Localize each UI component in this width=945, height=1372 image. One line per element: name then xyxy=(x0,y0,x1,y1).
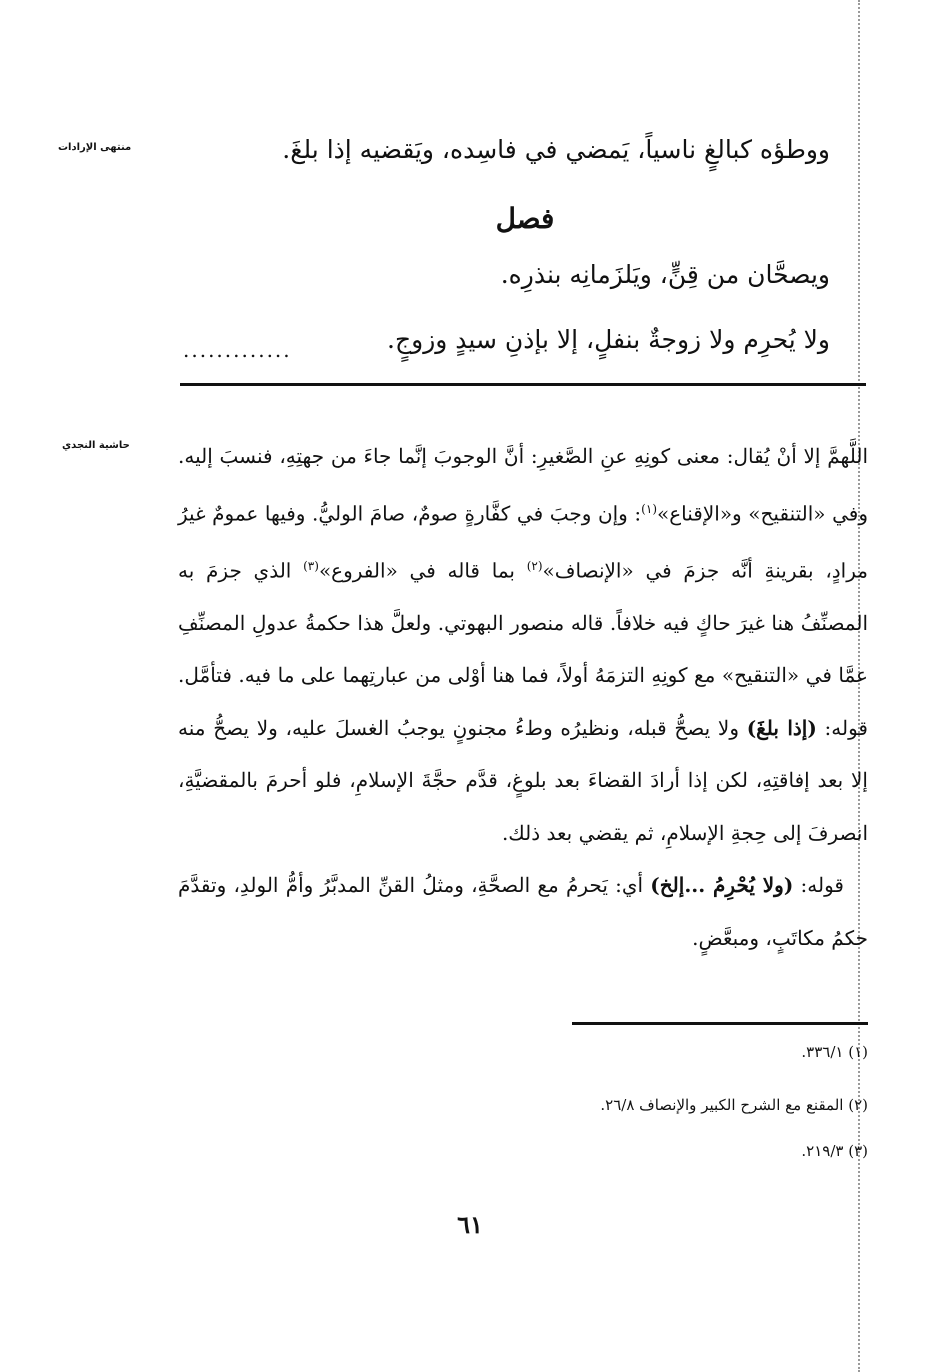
footnote-ref-3: (٣) xyxy=(303,558,319,573)
footnote-1: (١) ٣٣٦/١. xyxy=(801,1043,868,1061)
commentary-text: بما قاله في «الفروع» xyxy=(318,558,527,583)
commentary-text: الذي جزمَ به المصنِّفُ هنا غيرَ حاكٍ فيه خلافاً. قاله منصور البهوتي. ولعلَّ هذا حكمةُ عدولِ المصنِّفِ عمَّا في «التنقيح» مع كونِهِ التزمَهُ أولاً، فما هنا أوْلى من عبارتِهما على ما فيه. فتأمَّل. قوله: xyxy=(178,558,868,740)
commentary-text: ولا يصحُّ قبله، ونظيرُه وطءُ مجنونٍ يوجبُ الغسلَ عليه، ولا يصحُّ منه إلا بعد إفاقتِهِ، لكن إذا أرادَ القضاءَ بعد بلوغٍ، قدَّم حجَّةَ الإسلامِ، فلو أحرمَ بالمقضيَّةِ، انصرفَ إلى حِجةِ الإسلامِ، ثم يقضي بعد ذلك. xyxy=(178,715,868,845)
footnote-divider xyxy=(572,1022,868,1025)
footnote-ref-1: (١) xyxy=(641,501,657,516)
continuation-dots: ............. xyxy=(183,338,292,362)
side-label-hashiya: حاشية النجدي xyxy=(62,440,130,451)
matn-line-3: ولا يُحرِم ولا زوجةٌ بنفلٍ، إلا بإذنِ سيدٍ وزوجٍ. xyxy=(387,325,830,354)
side-label-muntaha: منتهى الإرادات xyxy=(58,142,132,153)
quoted-matn-phrase: (إذا بلغَ) xyxy=(746,715,817,740)
matn-sharh-divider xyxy=(180,383,866,386)
commentary-text: اللَّهمَّ إلا أنْ يُقال: معنى كونِهِ عنِ الصَّغيرِ: أنَّ الوجوبَ إنَّما جاءَ من جهتِهِ، فنسبَ إليه. وفي «التنقيح» و«الإقناع» xyxy=(178,444,869,526)
commentary-block xyxy=(178,430,868,964)
commentary-paragraph-1 xyxy=(178,430,868,859)
commentary-paragraph-2 xyxy=(178,859,868,964)
commentary-text: قوله: xyxy=(793,873,844,898)
matn-line-2: ويصحَّان من قِنٍّ، ويَلزَمانِه بنذرِه. xyxy=(500,260,830,289)
footnote-ref-2: (٢) xyxy=(526,558,543,573)
commentary-text: : وإن وجبَ في كفَّارةٍ صومٌ، صامَ الوليُّ. وفيها عمومٌ غيرُ مرادٍ، بقرينةِ أنَّه جزمَ في «الإنصاف» xyxy=(178,501,868,583)
page-number: ٦١ xyxy=(457,1210,483,1239)
matn-line-1: ووطؤه كبالغٍ ناسياً، يَمضي في فاسِده، ويَقضيه إذا بلغَ. xyxy=(282,135,830,164)
footnote-2: (٢) المقنع مع الشرح الكبير والإنصاف ٢٦/٨. xyxy=(600,1096,868,1114)
quoted-matn-phrase: (ولا يُحْرِمُ ...إلخ) xyxy=(650,873,794,898)
footnote-3: (٣) ٢١٩/٣. xyxy=(801,1142,868,1160)
section-heading-fasl: فصل xyxy=(495,202,555,235)
commentary-text: أي: يَحرمُ مع الصحَّةِ، ومثلُ القنِّ المدبَّرُ وأمُّ الولدِ، وتقدَّمَ حكمُ مكاتَبٍ، ومبعَّضٍ. xyxy=(178,873,868,950)
